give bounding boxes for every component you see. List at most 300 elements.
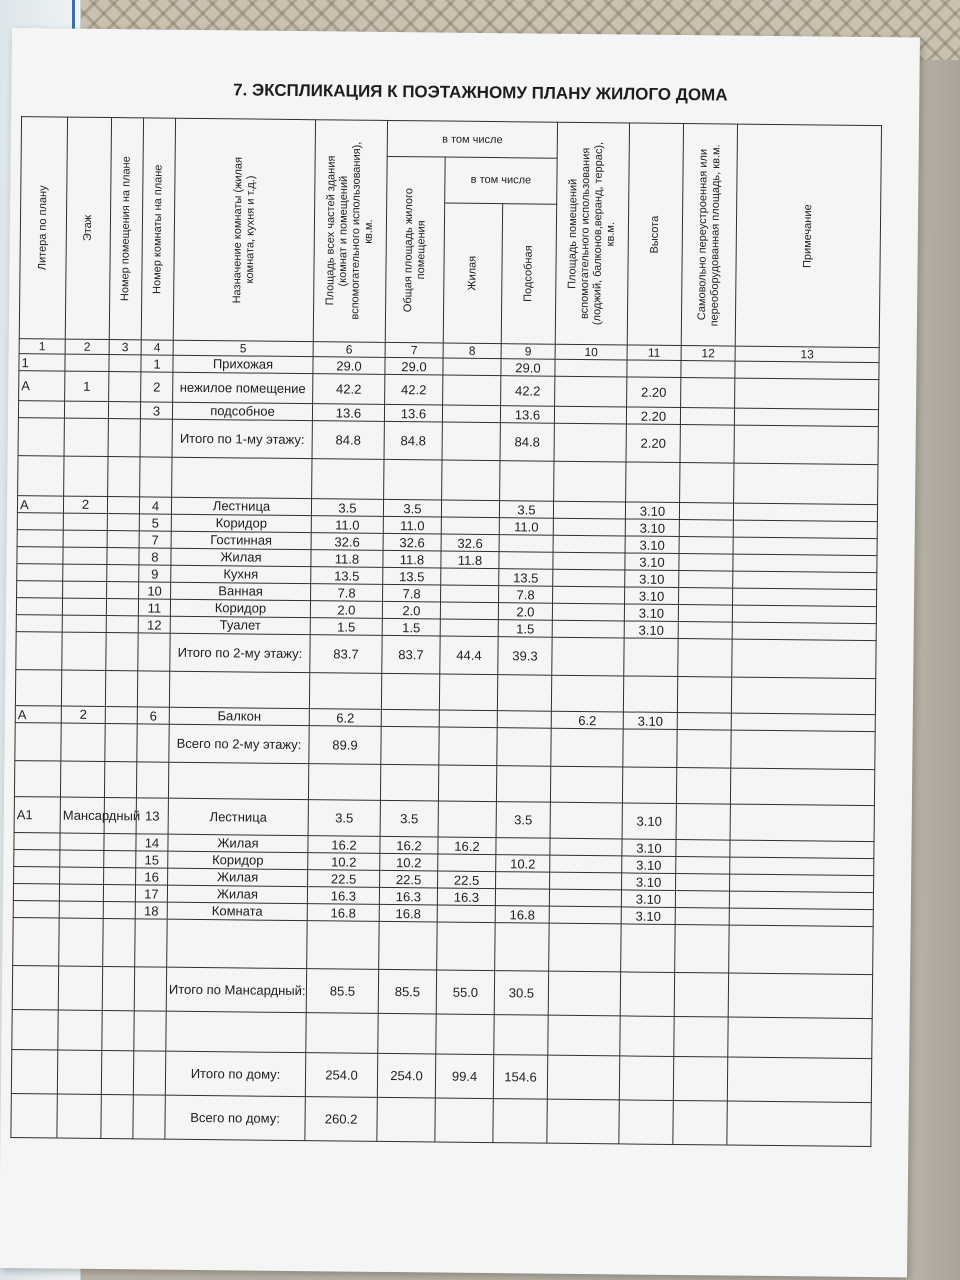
- cell-room-plan: [108, 402, 140, 419]
- column-number-row: 1 2 3 4 5 6 7 8 9 10 11 12 13: [19, 339, 879, 363]
- cell-unauth: [680, 425, 734, 464]
- cell-note: [732, 622, 876, 641]
- cell-aux: 11.0: [499, 518, 553, 536]
- cell-room: [137, 724, 169, 762]
- cell-unauth: [677, 730, 731, 769]
- cell-name: Балкон: [169, 707, 309, 725]
- page-title: 7. ЭКСПЛИКАЦИЯ К ПОЭТАЖНОМУ ПЛАНУ ЖИЛОГО ДОМА: [233, 80, 728, 105]
- cell-floor: [61, 723, 105, 761]
- cell-name: Коридор: [170, 599, 310, 617]
- cell-auxarea: [553, 535, 625, 553]
- cell-room-plan: [107, 497, 139, 514]
- cell-room: 4: [139, 497, 171, 514]
- header-including-1: в том числе: [387, 120, 557, 158]
- cell-aux: 7.8: [499, 586, 553, 604]
- cell-living: 22.5: [438, 871, 496, 889]
- cell-name: Итого по дому:: [165, 1051, 305, 1096]
- cell-unauth: [678, 639, 732, 678]
- cell-height: 3.10: [624, 604, 678, 622]
- cell-unauth: [681, 361, 735, 379]
- cell-note: [731, 730, 875, 770]
- cell-name: Прихожая: [173, 355, 313, 373]
- cell-room-plan: [105, 724, 137, 762]
- cell-name: Жилая: [171, 548, 311, 566]
- cell-unauth: [674, 972, 728, 1017]
- cell-living: [442, 422, 500, 461]
- cell-living: 44.4: [440, 636, 498, 675]
- cell-room: [133, 1051, 165, 1095]
- cell-floor: [63, 513, 107, 530]
- cell-room-plan: [107, 548, 139, 565]
- cell-floor: [62, 632, 106, 670]
- cell-living: [439, 727, 497, 766]
- cell-area: 84.8: [312, 421, 384, 460]
- cell-total: 83.7: [382, 635, 440, 674]
- cell-auxarea: [549, 889, 621, 907]
- cell-total: [378, 1013, 436, 1054]
- cell-unauth: [680, 408, 734, 426]
- cell-name: Всего по дому:: [165, 1095, 305, 1140]
- cell-area: 16.3: [307, 887, 379, 905]
- cell-aux: [497, 675, 551, 712]
- cell-unauth: [676, 873, 730, 891]
- cell-name: Итого по Мансардный:: [166, 967, 306, 1012]
- cell-name: Итого по 1-му этажу:: [172, 419, 312, 458]
- cell-note: [731, 713, 875, 732]
- cell-room-plan: [108, 419, 140, 457]
- cell-area: 10.2: [308, 853, 380, 871]
- cell-auxarea: [547, 1099, 619, 1144]
- cell-room: 6: [137, 707, 169, 724]
- cell-living: 55.0: [436, 970, 494, 1015]
- cell-living: [441, 585, 499, 603]
- cell-liter: [18, 418, 64, 456]
- header-living: Жилая: [443, 203, 502, 344]
- cell-note: [730, 857, 874, 876]
- cell-note: [728, 973, 872, 1019]
- cell-unauth: [673, 1100, 727, 1145]
- cell-floor: [64, 401, 108, 418]
- cell-total: 13.5: [383, 567, 441, 585]
- cell-liter: А1: [14, 797, 60, 833]
- cell-unauth: [679, 588, 733, 606]
- cell-height: 3.10: [625, 553, 679, 571]
- cell-room: 15: [136, 851, 168, 868]
- cell-note: [729, 891, 873, 910]
- cell-liter: [18, 456, 64, 496]
- cell-liter: [15, 670, 61, 706]
- header-including-2: в том числе: [445, 157, 558, 204]
- cell-auxarea: [548, 971, 620, 1016]
- cell-living: [435, 1098, 493, 1143]
- cell-height: 3.10: [621, 907, 675, 925]
- cell-note: [733, 503, 877, 522]
- cell-liter: [13, 901, 59, 918]
- cell-total: 10.2: [380, 853, 438, 871]
- cell-auxarea: [550, 838, 622, 856]
- cell-height: 3.10: [621, 890, 675, 908]
- cell-aux: [495, 889, 549, 907]
- cell-living: [442, 460, 500, 501]
- cell-room: 13: [136, 798, 168, 834]
- cell-note: [735, 361, 879, 380]
- cell-total: 1.5: [382, 618, 440, 636]
- cell-area: [312, 459, 384, 500]
- cell-height: 3.10: [623, 712, 677, 730]
- cell-unauth: [679, 520, 733, 538]
- cell-area: 83.7: [310, 635, 382, 674]
- header-room: Номер комнаты на плане: [141, 118, 175, 340]
- header-room-plan: Номер помещения на плане: [109, 118, 143, 340]
- cell-aux: 154.6: [493, 1055, 547, 1100]
- cell-room-plan: [105, 707, 137, 724]
- cell-auxarea: [550, 802, 622, 839]
- cell-note: [733, 537, 877, 556]
- cell-room-plan: [101, 1050, 133, 1094]
- cell-name: подсобное: [172, 402, 312, 420]
- cell-unauth: [679, 503, 733, 521]
- header-aux-area: Площадь помещений вспомогательного использования (лоджий, балконов,веранд, террас), кв.м.: [555, 122, 629, 345]
- cell-aux: [496, 766, 550, 803]
- cell-area: [307, 921, 379, 970]
- cell-name: [169, 671, 309, 708]
- table-body: [11, 354, 879, 1147]
- cell-total: 254.0: [377, 1053, 435, 1098]
- cell-unauth: [673, 1056, 727, 1101]
- cell-floor: [58, 966, 102, 1010]
- cell-area: 1.5: [310, 618, 382, 636]
- cell-living: 16.2: [438, 837, 496, 855]
- cell-room: 7: [139, 531, 171, 548]
- cell-height: 3.10: [625, 519, 679, 537]
- cell-room: 5: [139, 514, 171, 531]
- cell-liter: [14, 833, 60, 850]
- cell-note: [727, 1101, 871, 1147]
- cell-room: [136, 762, 168, 798]
- cell-room-plan: [102, 1010, 134, 1050]
- cell-area: 3.5: [311, 499, 383, 517]
- cell-name: Лестница: [168, 798, 308, 835]
- cell-liter: 1: [19, 354, 65, 371]
- cell-area: 29.0: [313, 357, 385, 375]
- header-height: Высота: [627, 123, 683, 346]
- cell-room: 16: [136, 868, 168, 885]
- header-total-living: Общая площадь жилого помещения: [385, 156, 445, 343]
- cell-height: 3.10: [625, 587, 679, 605]
- cell-name: Жилая: [168, 834, 308, 852]
- cell-floor: [62, 598, 106, 615]
- cell-aux: 39.3: [498, 637, 552, 676]
- cell-floor: [65, 354, 109, 371]
- cell-auxarea: [554, 461, 626, 502]
- cell-unauth: [676, 839, 730, 857]
- cell-name: Итого по 2-му этажу:: [170, 633, 310, 672]
- cell-aux: 29.0: [501, 359, 555, 377]
- cell-note: [727, 1057, 871, 1103]
- cell-room: [134, 967, 166, 1011]
- cell-total: 3.5: [383, 499, 441, 517]
- cell-area: 260.2: [305, 1097, 377, 1142]
- cell-height: [620, 972, 674, 1017]
- cell-unauth: [679, 571, 733, 589]
- cell-total: [381, 726, 439, 765]
- cell-area: 42.2: [313, 374, 385, 405]
- cell-height: [619, 1056, 673, 1101]
- cell-name: нежилое помещение: [173, 372, 313, 403]
- cell-room-plan: [107, 565, 139, 582]
- cell-liter: [12, 1010, 58, 1050]
- cell-total: 16.2: [380, 836, 438, 854]
- header-liter: Литера по плану: [19, 117, 67, 339]
- cell-aux: [495, 923, 550, 972]
- cell-living: [441, 500, 499, 518]
- cell-auxarea: [552, 603, 624, 621]
- cell-room-plan: [107, 582, 139, 599]
- cell-floor: [63, 547, 107, 564]
- cell-floor: [60, 761, 104, 797]
- cell-total: [377, 1097, 435, 1142]
- cell-height: [622, 767, 676, 804]
- cell-unauth: [675, 907, 729, 925]
- cell-unauth: [680, 463, 734, 504]
- cell-room-plan: [106, 633, 138, 671]
- cell-height: 3.10: [624, 621, 678, 639]
- cell-liter: [17, 564, 63, 581]
- cell-living: [440, 619, 498, 637]
- cell-room: 18: [135, 902, 167, 919]
- cell-area: 13.5: [311, 567, 383, 585]
- cell-floor: [64, 456, 108, 496]
- cell-liter: [18, 401, 64, 418]
- cell-room-plan: [102, 967, 134, 1011]
- cell-living: [441, 517, 499, 535]
- cell-area: [309, 673, 381, 710]
- cell-height: 3.10: [625, 570, 679, 588]
- cell-room-plan: [106, 599, 138, 616]
- cell-height: [623, 729, 677, 768]
- cell-floor: [60, 850, 104, 867]
- cell-aux: 30.5: [494, 971, 548, 1016]
- cell-name: [166, 1011, 306, 1052]
- cell-auxarea: [549, 923, 621, 972]
- cell-liter: А: [15, 706, 61, 723]
- cell-unauth: [675, 890, 729, 908]
- cell-living: [442, 405, 500, 423]
- cell-name: Гостинная: [171, 531, 311, 549]
- cell-room: [138, 633, 170, 671]
- cell-liter: [17, 530, 63, 547]
- cell-auxarea: [553, 569, 625, 587]
- cell-height: [620, 1016, 674, 1057]
- cell-note: [730, 840, 874, 859]
- cell-unauth: [674, 1016, 728, 1057]
- cell-area: 11.8: [311, 550, 383, 568]
- cell-name: [172, 457, 312, 498]
- cell-auxarea: [547, 1055, 619, 1100]
- cell-living: [440, 602, 498, 620]
- cell-living: [441, 568, 499, 586]
- cell-aux: 13.5: [499, 569, 553, 587]
- cell-liter: [13, 884, 59, 901]
- cell-height: 2.20: [626, 424, 680, 463]
- cell-room: 8: [139, 548, 171, 565]
- cell-liter: [14, 761, 60, 797]
- cell-liter: А: [17, 496, 63, 513]
- cell-liter: [17, 547, 63, 564]
- cell-auxarea: [553, 518, 625, 536]
- cell-name: Коридор: [171, 514, 311, 532]
- cell-area: 7.8: [311, 584, 383, 602]
- cell-floor: 2: [63, 496, 107, 513]
- cell-area: 22.5: [308, 870, 380, 888]
- cell-liter: [11, 1094, 57, 1138]
- cell-auxarea: [554, 406, 626, 424]
- cell-room: 1: [141, 355, 173, 372]
- cell-note: [733, 520, 877, 539]
- cell-aux: 16.8: [495, 906, 549, 924]
- cell-name: Жилая: [168, 868, 308, 886]
- cell-room-plan: [103, 919, 136, 967]
- cell-room-plan: [104, 868, 136, 885]
- cell-height: 3.10: [622, 856, 676, 874]
- cell-auxarea: [553, 501, 625, 519]
- cell-unauth: [676, 856, 730, 874]
- header-area-all: Площадь всех частей здания (комнат и помещений вспомогательного использования), кв.м.: [313, 120, 387, 343]
- cell-area: [306, 1013, 378, 1054]
- cell-height: 3.10: [625, 502, 679, 520]
- cell-living: 99.4: [435, 1054, 493, 1099]
- cell-auxarea: [555, 376, 627, 407]
- cell-aux: 3.5: [496, 802, 550, 839]
- cell-total: 22.5: [380, 870, 438, 888]
- cell-total: [384, 459, 442, 500]
- cell-liter: [15, 723, 61, 761]
- cell-note: [728, 1017, 872, 1059]
- cell-total: 3.5: [380, 800, 438, 837]
- cell-unauth: [679, 554, 733, 572]
- cell-auxarea: [553, 552, 625, 570]
- cell-unauth: [679, 537, 733, 555]
- cell-total: 16.3: [379, 887, 437, 905]
- cell-total: 13.6: [384, 404, 442, 422]
- cell-room-plan: [109, 372, 141, 402]
- cell-note: [730, 804, 874, 842]
- cell-floor: [57, 1050, 101, 1094]
- cell-name: Лестница: [171, 497, 311, 515]
- cell-total: [380, 764, 438, 801]
- cell-room: [140, 419, 172, 457]
- cell-room-plan: [104, 762, 136, 798]
- cell-auxarea: [549, 906, 621, 924]
- cell-room-plan: [109, 355, 141, 372]
- cell-room: 17: [135, 885, 167, 902]
- cell-aux: [494, 1015, 548, 1056]
- cell-aux: [493, 1099, 547, 1144]
- cell-name: Комната: [167, 902, 307, 920]
- cell-area: 13.6: [312, 404, 384, 422]
- cell-liter: А: [19, 371, 65, 401]
- cell-height: 3.10: [625, 536, 679, 554]
- cell-floor: [60, 833, 104, 850]
- cell-height: 3.10: [622, 839, 676, 857]
- cell-height: 3.10: [622, 803, 676, 840]
- cell-liter: [17, 581, 63, 598]
- cell-unauth: [676, 768, 730, 805]
- cell-total: 16.8: [379, 904, 437, 922]
- cell-name: [167, 919, 307, 968]
- table-row: [11, 1094, 871, 1147]
- cell-liter: [14, 867, 60, 884]
- cell-area: 16.2: [308, 836, 380, 854]
- cell-total: [381, 709, 439, 727]
- cell-aux: [497, 728, 551, 767]
- cell-liter: [13, 918, 60, 966]
- cell-room-plan: [107, 514, 139, 531]
- cell-room: [133, 1095, 165, 1139]
- cell-auxarea: 6.2: [551, 711, 623, 729]
- cell-note: [733, 571, 877, 590]
- cell-floor: 2: [61, 706, 105, 723]
- cell-room: [140, 457, 172, 497]
- cell-note: [729, 925, 873, 975]
- cell-area: 2.0: [310, 601, 382, 619]
- cell-room: 12: [138, 616, 170, 633]
- cell-floor: [64, 418, 108, 456]
- cell-living: 16.3: [437, 888, 495, 906]
- cell-room-plan: [104, 834, 136, 851]
- cell-area: 16.8: [307, 904, 379, 922]
- cell-floor: [59, 901, 103, 918]
- cell-unauth: [675, 924, 729, 973]
- cell-total: 32.6: [383, 533, 441, 551]
- cell-height: [619, 1100, 673, 1145]
- cell-aux: 1.5: [498, 620, 552, 638]
- cell-aux: [497, 711, 551, 729]
- cell-floor: [63, 564, 107, 581]
- cell-name: Жилая: [167, 885, 307, 903]
- cell-note: [733, 554, 877, 573]
- cell-living: [443, 358, 501, 376]
- cell-living: [437, 922, 495, 971]
- cell-area: 3.5: [308, 800, 380, 837]
- cell-area: [308, 764, 380, 801]
- cell-area: 85.5: [306, 969, 378, 1014]
- cell-unauth: [677, 677, 731, 714]
- cell-room: 10: [139, 582, 171, 599]
- cell-room: [134, 1011, 166, 1051]
- cell-note: [733, 588, 877, 607]
- header-floor: Этаж: [65, 117, 111, 339]
- header-auxiliary: Подсобная: [501, 204, 556, 345]
- cell-aux: 10.2: [496, 855, 550, 873]
- cell-total: 84.8: [384, 421, 442, 460]
- cell-floor: [61, 670, 105, 706]
- cell-area: 89.9: [309, 726, 381, 765]
- cell-total: [381, 673, 439, 710]
- cell-aux: 84.8: [500, 423, 554, 462]
- cell-auxarea: [550, 855, 622, 873]
- cell-unauth: [681, 378, 735, 409]
- cell-living: [436, 1014, 494, 1055]
- cell-auxarea: [552, 637, 624, 676]
- cell-floor: [62, 615, 106, 632]
- cell-aux: [499, 552, 553, 570]
- cell-unauth: [678, 622, 732, 640]
- cell-height: 2.20: [626, 407, 680, 425]
- cell-total: 11.0: [383, 516, 441, 534]
- cell-room: 14: [136, 834, 168, 851]
- cell-auxarea: [553, 586, 625, 604]
